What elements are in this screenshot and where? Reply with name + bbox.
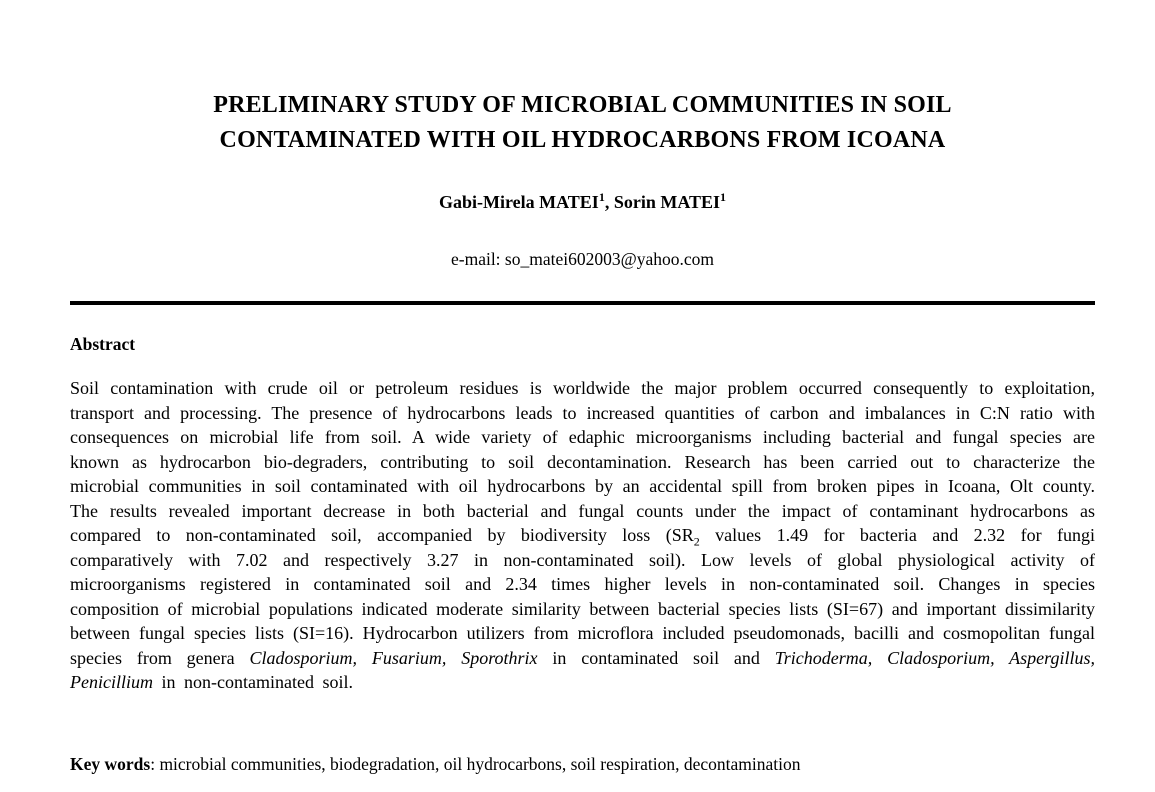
- abstract-heading: Abstract: [70, 334, 136, 354]
- paper-title-line2: CONTAMINATED WITH OIL HYDROCARBONS FROM ICOANA: [219, 127, 946, 153]
- author-2-name: , Sorin MATEI: [604, 192, 720, 212]
- abstract-sr2-subscript: 2: [693, 534, 700, 549]
- paper-title-line1: PRELIMINARY STUDY OF MICROBIAL COMMUNITIES IN SOIL: [213, 92, 952, 118]
- abstract-segment-3: in contaminated soil and: [537, 647, 775, 668]
- keywords-line: [70, 754, 1095, 775]
- keywords-label: Key words: [70, 754, 151, 774]
- author-2-affiliation-superscript: 1: [720, 190, 726, 204]
- horizontal-rule: [70, 301, 1095, 305]
- abstract-text: [70, 376, 1095, 717]
- email-line: e-mail: so_matei602003@yahoo.com: [450, 249, 714, 269]
- keywords-list: : microbial communities, biodegradation, oil hydrocarbons, soil respiration, decontamination: [150, 754, 801, 774]
- abstract-species-list-contaminated: Cladosporium, Fusarium, Sporothrix: [249, 647, 538, 668]
- authors-line: [70, 191, 1095, 213]
- paper-title: [70, 0, 1095, 158]
- author-1-affiliation-superscript: 1: [598, 190, 605, 204]
- abstract-segment-2: values 1.49 for bacteria and 2.32 for fungi comparatively with 7.02 and respectively 3.27 in non-contaminated soil). Low levels of global physiological activity of microorganisms registered in contaminated soil and 2.34 times higher levels in non-contaminated soil. Changes in species composition of microbial populations indicated moderate similarity between bacterial species lists (SI=67) and important dissimilarity between fungal species lists (SI=16). Hydrocarbon utilizers from microflora included pseudomonads, bacilli and cosmopolitan fungal species from genera: [70, 525, 1095, 668]
- author-1-name: Gabi-Mirela MATEI: [438, 192, 599, 212]
- abstract-segment-4: in non-contaminated soil.: [152, 672, 353, 692]
- abstract-segment-1: Soil contamination with crude oil or petroleum residues is worldwide the major problem occurred consequently to exploitation, transport and processing. The presence of hydrocarbons leads to increased quantities of carbon and imbalances in C:N ratio with consequences on microbial life from soil. A wide variety of edaphic microorganisms including bacterial and fungal species are known as hydrocarbon bio-degraders, contributing to soil decontamination. Research has been carried out to characterize the microbial communities in soil contaminated with oil hydrocarbons by an accidental spill from broken pipes in Icoana, Olt county. The results revealed important decrease in both bacterial and fungal counts under the impact of contaminant hydrocarbons as compared to non-contaminated soil, accompanied by biodiversity loss (SR: [70, 378, 1095, 545]
- abstract-species-list-noncontaminated: Trichoderma, Cladosporium, Aspergillus, Penicillium: [70, 647, 1095, 692]
